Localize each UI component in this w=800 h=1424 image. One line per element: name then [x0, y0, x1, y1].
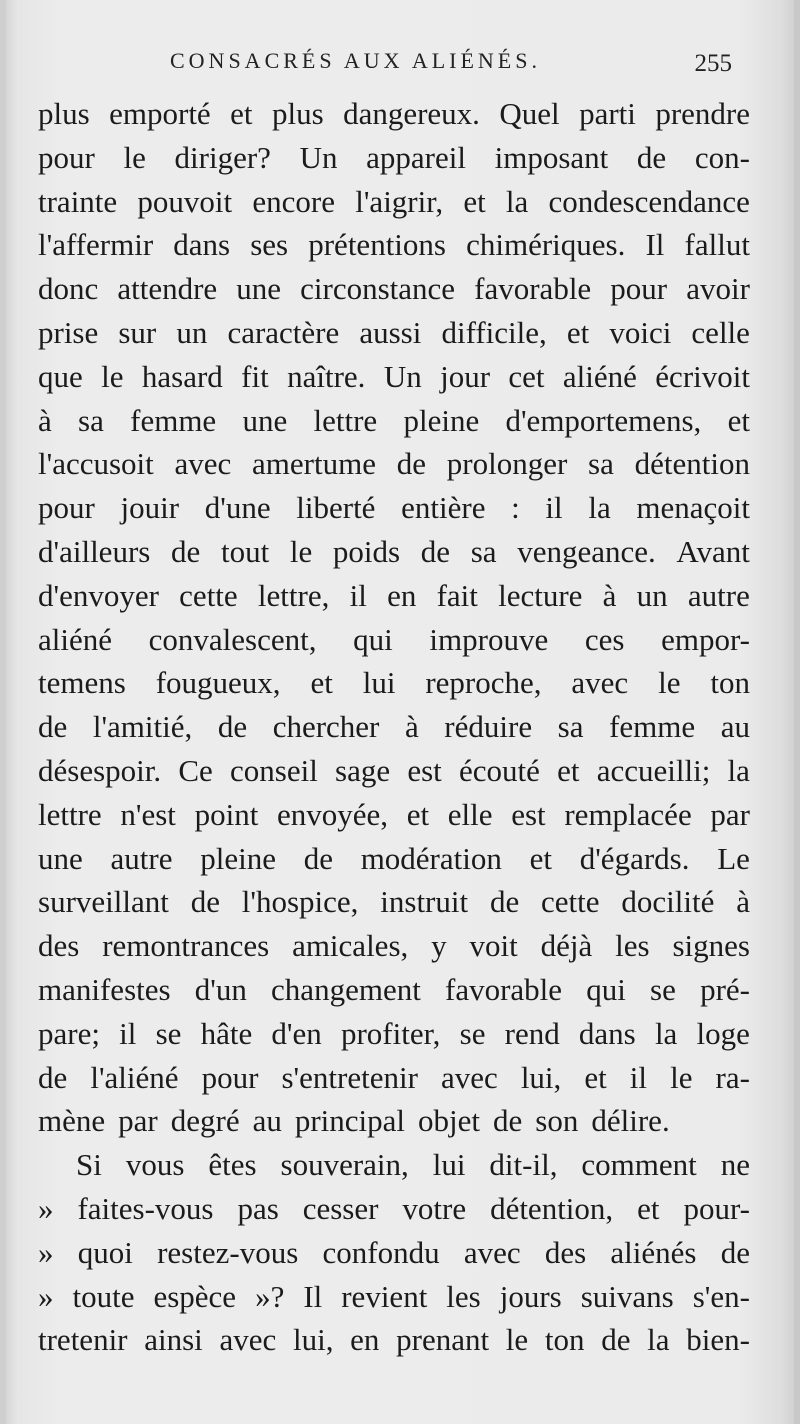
- word: elle: [447, 796, 493, 832]
- word: le: [505, 1322, 529, 1358]
- word: fit: [241, 358, 269, 394]
- body-text: [38, 92, 750, 1362]
- word: tretenir: [38, 1322, 128, 1358]
- word: Avant: [676, 533, 750, 569]
- word: et: [566, 314, 590, 350]
- word: souverain,: [280, 1147, 409, 1183]
- word: de: [420, 533, 451, 569]
- word: donc: [38, 271, 99, 307]
- word: surveillant: [38, 884, 169, 920]
- word: instruit: [380, 884, 469, 920]
- text-line: [38, 880, 750, 924]
- running-title: CONSACRÉS AUX ALIÉNÉS.: [170, 48, 541, 73]
- word: changement: [271, 971, 421, 1007]
- word: il: [629, 1059, 648, 1095]
- word: se: [155, 1015, 182, 1051]
- word: aliéné: [38, 621, 113, 657]
- word: pour: [610, 271, 668, 307]
- word: comment: [581, 1147, 697, 1183]
- text-line: [38, 1318, 750, 1362]
- word: il: [349, 577, 367, 613]
- word: pour: [38, 139, 95, 175]
- running-head: [40, 48, 752, 82]
- word: ton: [710, 665, 750, 701]
- word: par: [118, 1103, 158, 1139]
- word: encore: [252, 183, 335, 219]
- word: principal: [294, 1103, 406, 1139]
- word: aliénés: [610, 1234, 697, 1270]
- text-line: [38, 92, 750, 136]
- word: imposant: [494, 139, 609, 175]
- word: lui,: [292, 1322, 334, 1358]
- word: un: [176, 314, 208, 350]
- word: prise: [38, 314, 99, 350]
- word: lui,: [520, 1059, 562, 1095]
- word: et: [230, 96, 253, 131]
- word: prenant: [396, 1322, 490, 1358]
- word: emporté: [109, 96, 211, 131]
- word: restez-vous: [157, 1234, 299, 1270]
- word: se: [650, 971, 676, 1007]
- word: empor-: [661, 621, 750, 657]
- word: caractère: [227, 314, 340, 350]
- word: des: [544, 1234, 587, 1270]
- word: Il: [303, 1278, 323, 1314]
- word: femme: [609, 709, 696, 745]
- word: modération: [360, 840, 502, 876]
- word: des: [38, 928, 80, 964]
- word: de: [303, 840, 333, 876]
- word: prolonger: [446, 446, 568, 482]
- word: avec: [440, 1059, 498, 1095]
- text-line: [38, 1143, 750, 1187]
- word: la: [727, 752, 750, 788]
- word: réduire: [444, 709, 533, 745]
- word: appareil: [366, 139, 466, 175]
- word: dangereux.: [343, 96, 480, 131]
- word: hasard: [141, 358, 223, 394]
- word: hâte: [200, 1015, 253, 1051]
- word: et: [310, 665, 333, 701]
- word: à: [404, 709, 419, 745]
- word: ses: [250, 227, 289, 263]
- word: désespoir.: [38, 752, 162, 788]
- word: »: [38, 1278, 54, 1314]
- text-line: [38, 574, 750, 618]
- word: plus: [271, 96, 324, 131]
- word: trainte: [38, 183, 118, 219]
- word: sa: [470, 533, 497, 569]
- word: le: [670, 1059, 693, 1095]
- word: à: [736, 884, 750, 920]
- word: celle: [691, 314, 750, 350]
- word: profiter,: [340, 1015, 441, 1051]
- word: rend: [504, 1015, 560, 1051]
- word: ces: [584, 621, 625, 657]
- word: s'entretenir: [281, 1059, 418, 1095]
- word: et: [406, 796, 430, 832]
- word: lettre: [38, 796, 102, 832]
- word: Un: [299, 139, 338, 175]
- word: une: [236, 271, 282, 307]
- word: aussi: [359, 314, 422, 350]
- word: d'une: [204, 490, 271, 526]
- word: est: [511, 796, 546, 832]
- word: écouté: [459, 752, 540, 788]
- word: l'aigrir,: [355, 183, 444, 219]
- word: pleine: [200, 840, 276, 876]
- text-line: [38, 661, 750, 705]
- word: sage: [335, 752, 391, 788]
- word: cette: [179, 577, 238, 613]
- word: et: [727, 402, 750, 438]
- word: à: [602, 577, 617, 613]
- word: »: [38, 1234, 54, 1270]
- word: une: [242, 402, 288, 438]
- word: l'aliéné: [90, 1059, 179, 1095]
- word: vengeance.: [517, 533, 656, 569]
- text-line: [38, 749, 750, 793]
- word: quoi: [77, 1234, 133, 1270]
- word: favorable: [445, 971, 563, 1007]
- word: prendre: [655, 96, 750, 131]
- word: pas: [237, 1190, 279, 1226]
- word: suivans: [580, 1278, 674, 1314]
- word: convalescent,: [148, 621, 317, 657]
- text-line: [38, 136, 750, 180]
- word: est: [407, 752, 442, 788]
- word: reproche,: [425, 665, 542, 701]
- word: pleine: [403, 402, 480, 438]
- word: jouir: [120, 490, 180, 526]
- word: de: [38, 1059, 68, 1095]
- word: liberté: [296, 490, 376, 526]
- word: d'égards.: [579, 840, 690, 876]
- word: :: [511, 490, 520, 526]
- word: détention,: [490, 1190, 614, 1226]
- word: lui: [362, 665, 396, 701]
- word: en: [350, 1322, 380, 1358]
- word: confondu: [322, 1234, 440, 1270]
- word: ton: [544, 1322, 585, 1358]
- word: naître.: [287, 358, 366, 394]
- word: chimériques.: [466, 227, 626, 263]
- word: Quel: [499, 96, 560, 131]
- word: »?: [255, 1278, 285, 1314]
- word: attendre: [117, 271, 218, 307]
- word: espèce: [153, 1278, 237, 1314]
- word: au: [252, 1103, 282, 1139]
- text-line: [38, 399, 750, 443]
- word: parti: [579, 96, 636, 131]
- word: diriger?: [174, 139, 271, 175]
- word: la: [505, 183, 529, 219]
- word: sa: [557, 709, 584, 745]
- word: n'est: [120, 796, 176, 832]
- word: de: [171, 533, 201, 569]
- word: il: [119, 1015, 137, 1051]
- word: d'emportemens,: [505, 402, 702, 438]
- word: loge: [696, 1015, 750, 1051]
- word: au: [720, 709, 750, 745]
- word: autre: [110, 840, 173, 876]
- text-line: [38, 1012, 750, 1056]
- word: menaçoit: [636, 490, 750, 526]
- word: Ce: [178, 752, 213, 788]
- word: avec: [219, 1322, 277, 1358]
- word: et: [463, 183, 486, 219]
- text-line: [38, 793, 750, 837]
- word: pré-: [700, 971, 750, 1007]
- word: d'un: [194, 971, 247, 1007]
- word: d'ailleurs: [38, 533, 151, 569]
- word: Un: [383, 358, 422, 394]
- word: un: [636, 577, 668, 613]
- word: cesser: [302, 1190, 379, 1226]
- word: de: [217, 709, 248, 745]
- word: condescendance: [548, 183, 750, 219]
- word: délire.: [591, 1103, 670, 1139]
- word: et: [529, 840, 552, 876]
- word: lettre,: [257, 577, 330, 613]
- word: manifestes: [38, 971, 171, 1007]
- word: y: [431, 928, 447, 964]
- word: les: [615, 928, 650, 964]
- word: sa: [588, 446, 614, 482]
- word: se: [459, 1015, 486, 1051]
- word: qui: [586, 971, 626, 1007]
- word: dit-il,: [489, 1147, 558, 1183]
- word: ainsi: [144, 1322, 203, 1358]
- word: Il: [645, 227, 665, 263]
- word: »: [38, 1190, 54, 1226]
- word: la: [588, 490, 611, 526]
- word: cette: [541, 884, 600, 920]
- word: ra-: [715, 1059, 750, 1095]
- word: cet: [508, 358, 545, 394]
- page-number: 255: [694, 50, 732, 77]
- word: Si: [76, 1147, 102, 1183]
- text-line: [38, 1231, 750, 1275]
- word: l'amitié,: [92, 709, 193, 745]
- word: le: [289, 533, 313, 569]
- word: d'en: [271, 1015, 322, 1051]
- text-line: [38, 1275, 750, 1319]
- text-line: [38, 1056, 750, 1100]
- word: femme: [130, 402, 217, 438]
- word: l'accusoit: [38, 446, 154, 482]
- text-line: [38, 968, 750, 1012]
- word: pour-: [683, 1190, 750, 1226]
- word: bien-: [686, 1322, 750, 1358]
- word: le: [101, 358, 124, 394]
- word: amertume: [252, 446, 376, 482]
- word: lui: [432, 1147, 466, 1183]
- word: le: [123, 139, 146, 175]
- text-line: [38, 705, 750, 749]
- word: temens: [38, 665, 126, 701]
- word: pouvoit: [137, 183, 233, 219]
- text-line: [38, 267, 750, 311]
- word: improuve: [429, 621, 549, 657]
- word: son: [535, 1103, 579, 1139]
- word: ne: [720, 1147, 750, 1183]
- word: de: [493, 1103, 523, 1139]
- word: con-: [694, 139, 750, 175]
- word: de: [636, 139, 667, 175]
- word: de: [601, 1322, 631, 1358]
- word: avoir: [686, 271, 750, 307]
- word: il: [545, 490, 563, 526]
- word: avec: [463, 1234, 521, 1270]
- word: fait: [436, 577, 478, 613]
- word: vous: [125, 1147, 185, 1183]
- word: conseil: [230, 752, 318, 788]
- text-line: [38, 924, 750, 968]
- word: de: [190, 884, 220, 920]
- word: chercher: [272, 709, 380, 745]
- word: revient: [341, 1278, 428, 1314]
- word: écrivoit: [655, 358, 750, 394]
- word: sur: [118, 314, 157, 350]
- word: entière: [401, 490, 486, 526]
- word: amicales,: [292, 928, 409, 964]
- word: pour: [201, 1059, 259, 1095]
- word: remontrances: [102, 928, 270, 964]
- text-line: [38, 442, 750, 486]
- word: les: [446, 1278, 481, 1314]
- word: toute: [72, 1278, 135, 1314]
- word: mène: [38, 1103, 106, 1139]
- word: la: [654, 1015, 678, 1051]
- word: êtes: [208, 1147, 257, 1183]
- word: de: [38, 709, 68, 745]
- word: pare;: [38, 1015, 100, 1051]
- word: remplacée: [564, 796, 692, 832]
- word: que: [38, 358, 83, 394]
- text-line: [38, 311, 750, 355]
- word: dans: [173, 227, 231, 263]
- word: à: [38, 402, 52, 438]
- word: autre: [687, 577, 750, 613]
- word: voit: [469, 928, 518, 964]
- word: aliéné: [562, 358, 637, 394]
- word: de: [489, 884, 520, 920]
- text-line: [38, 837, 750, 881]
- word: qui: [353, 621, 393, 657]
- word: lecture: [498, 577, 583, 613]
- word: voici: [609, 314, 672, 350]
- word: docilité: [621, 884, 715, 920]
- word: circonstance: [300, 271, 456, 307]
- word: avec: [174, 446, 232, 482]
- word: et: [584, 1059, 607, 1095]
- word: jours: [499, 1278, 562, 1314]
- text-line: [38, 180, 750, 224]
- text-line: [38, 1099, 750, 1143]
- word: votre: [402, 1190, 467, 1226]
- word: objet: [418, 1103, 481, 1139]
- word: de: [720, 1234, 750, 1270]
- word: plus: [38, 96, 90, 131]
- text-line: [38, 1187, 750, 1231]
- word: favorable: [474, 271, 592, 307]
- word: dans: [578, 1015, 636, 1051]
- word: fallut: [684, 227, 750, 263]
- word: avec: [571, 665, 629, 701]
- word: pour: [38, 490, 95, 526]
- word: détention: [634, 446, 750, 482]
- word: poids: [332, 533, 401, 569]
- word: sa: [78, 402, 104, 438]
- word: envoyée,: [277, 796, 389, 832]
- word: point: [194, 796, 259, 832]
- word: fougueux,: [155, 665, 281, 701]
- word: la: [647, 1322, 670, 1358]
- word: jour: [440, 358, 491, 394]
- word: une: [38, 840, 83, 876]
- word: l'affermir: [38, 227, 154, 263]
- word: s'en-: [692, 1278, 750, 1314]
- word: le: [658, 665, 681, 701]
- word: prétentions: [308, 227, 446, 263]
- text-line: [38, 618, 750, 662]
- text-line: [38, 486, 750, 530]
- word: signes: [672, 928, 750, 964]
- word: déjà: [540, 928, 593, 964]
- word: lettre: [313, 402, 378, 438]
- word: d'envoyer: [38, 577, 159, 613]
- text-line: [38, 223, 750, 267]
- word: en: [387, 577, 417, 613]
- word: accueilli;: [596, 752, 711, 788]
- word: et: [637, 1190, 660, 1226]
- word: de: [396, 446, 427, 482]
- word: et: [557, 752, 580, 788]
- word: par: [710, 796, 750, 832]
- word: l'hospice,: [241, 884, 359, 920]
- text-line: [38, 355, 750, 399]
- word: Le: [717, 840, 750, 876]
- text-line: [38, 530, 750, 574]
- word: degré: [170, 1103, 240, 1139]
- word: difficile,: [441, 314, 547, 350]
- word: tout: [220, 533, 270, 569]
- word: faites-vous: [77, 1190, 214, 1226]
